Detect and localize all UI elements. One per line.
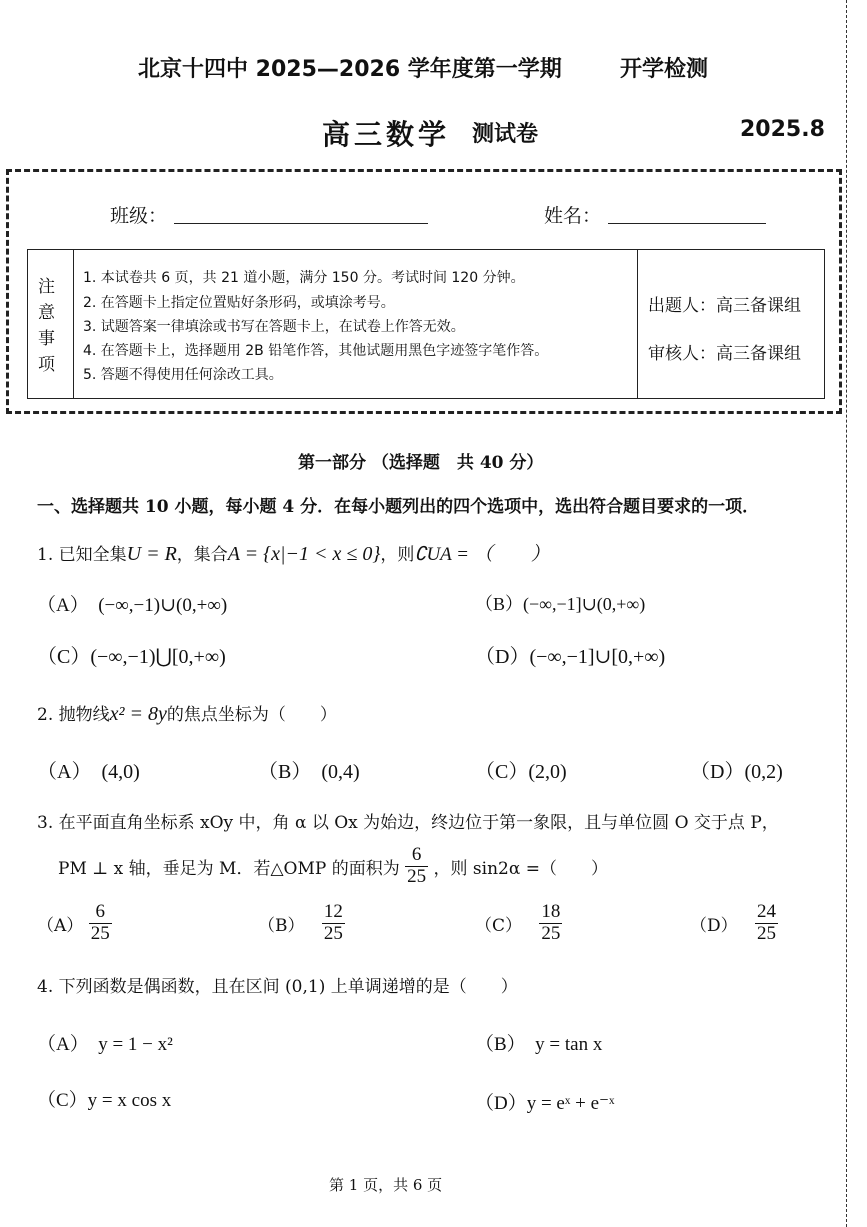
notice-label-char: 事 [38,329,55,349]
page-edge-line [846,0,847,1227]
q1-math-universal: U = R [126,543,177,565]
q3-option-c[interactable] [475,902,562,945]
q1-text: ，集合 [176,545,228,565]
question-2-stem [37,700,337,726]
notice-label-char: 项 [38,355,55,375]
notice-item: 4. 在答题卡上，选择题用 2B 铅笔作答，其他试题用黑色字迹签字笔作答。 [83,343,549,359]
option-label: （B） [258,915,305,936]
q2-option-c[interactable]: （C）(2,0) [475,761,567,783]
q1-option-a[interactable]: （A） (−∞,−1)∪(0,+∞) [37,595,228,616]
question-4-stem: 4. 下列函数是偶函数，且在区间 (0,1) 上单调递增的是（ ） [37,977,518,997]
q4-option-a[interactable]: （A） y = 1 − x² [37,1034,173,1055]
notice-divider [637,250,638,398]
q2-option-b[interactable]: （B） (0,4) [258,761,360,783]
q2-text: 2. 抛物线 [37,705,110,725]
reviewer-label: 审核人：高三备课组 [648,344,801,364]
question-1-stem [37,539,550,566]
q2-text: 的焦点坐标为（ ） [166,705,337,725]
q4-option-c[interactable]: （C）y = x cos x [37,1090,172,1111]
author-label: 出题人：高三备课组 [648,296,801,316]
notice-item: 1. 本试卷共 6 页，共 21 道小题，满分 150 分。考试时间 120 分钟。 [83,270,525,286]
q3-option-b[interactable] [258,902,345,945]
option-fraction [322,902,345,945]
exam-date: 2025.8 [740,117,825,142]
fraction-denominator: 25 [323,922,343,944]
question-3-line-2 [58,845,608,888]
notice-label-char: 意 [38,303,55,323]
notice-item: 3. 试题答案一律填涂或书写在答题卡上，在试卷上作答无效。 [83,319,465,335]
notice-table [27,249,825,399]
q3-option-a[interactable] [37,902,112,945]
question-3-line-1: 3. 在平面直角坐标系 xOy 中，角 α 以 Ox 为始边，终边位于第一象限，且与单位圆 O 交于点 P， [37,813,779,833]
q1-math-set: A = {x|−1 < x ≤ 0} [227,543,381,565]
q1-text: 1. 已知全集 [37,545,127,565]
subject-title: 高三数学 [322,118,451,151]
notice-item: 2. 在答题卡上指定位置贴好条形码，或填涂考号。 [83,295,395,311]
q1-math-complement: ∁UA = （ ） [414,544,550,565]
page-footer: 第 1 页，共 6 页 [329,1176,443,1194]
q3-area-fraction [405,845,428,888]
name-label: 姓名： [544,205,602,227]
paper-type: 测试卷 [472,122,539,147]
notice-item: 5. 答题不得使用任何涂改工具。 [83,367,283,383]
q1-option-b[interactable]: （B）(−∞,−1]∪(0,+∞) [475,594,646,614]
notice-label-cell [28,250,74,398]
option-label: （D） [690,915,738,936]
option-fraction [755,902,778,945]
q1-option-c[interactable]: （C）(−∞,−1)⋃[0,+∞) [37,646,226,668]
fraction-denominator: 25 [541,922,561,944]
fraction-numerator: 12 [323,901,343,922]
class-field[interactable] [174,223,428,224]
fraction-numerator: 6 [405,845,428,867]
q1-text: ，则 [380,545,415,565]
exam-title: 北京十四中 2025—2026 学年度第一学期 [138,57,562,82]
q1-option-d[interactable]: （D）(−∞,−1]∪[0,+∞) [475,646,666,668]
q3-option-d[interactable] [690,902,778,945]
fraction-numerator: 24 [757,901,777,922]
option-fraction [89,902,112,945]
option-label: （C） [475,915,523,936]
q2-math: x² = 8y [109,703,167,725]
fraction-numerator: 18 [541,901,561,922]
section-instruction: 一、选择题共 10 小题，每小题 4 分．在每小题列出的四个选项中，选出符合题目要求的一项． [37,497,760,517]
q2-option-a[interactable]: （A） (4,0) [37,761,140,783]
q3-text: PM ⊥ x 轴，垂足为 M．若△OMP 的面积为 [58,858,400,879]
fraction-denominator: 25 [90,922,110,944]
fraction-denominator: 25 [407,865,427,887]
notice-label-char: 注 [38,277,55,297]
name-field[interactable] [608,223,766,224]
q4-option-b[interactable]: （B） y = tan x [475,1034,603,1055]
q4-option-d[interactable]: （D）y = eˣ + e⁻ˣ [475,1093,615,1114]
q2-option-d[interactable]: （D）(0,2) [690,761,783,783]
fraction-denominator: 25 [757,922,777,944]
class-label: 班级： [110,205,168,227]
section-title: 第一部分 （选择题 共 40 分） [298,453,544,473]
option-fraction [539,902,562,945]
q3-text: ，则 sin2α =（ ） [433,858,608,879]
fraction-numerator: 6 [89,902,112,924]
option-label: （A） [37,915,84,936]
exam-name: 开学检测 [620,57,709,82]
